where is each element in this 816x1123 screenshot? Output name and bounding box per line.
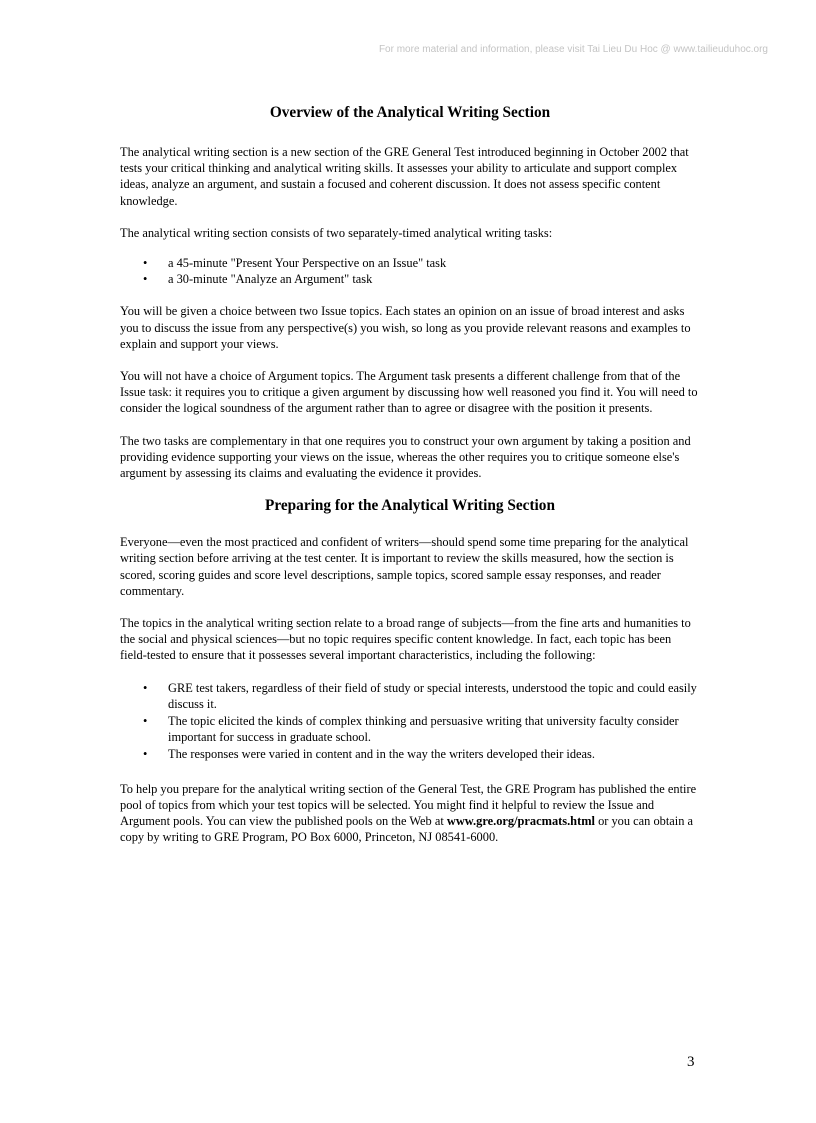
document-body [120, 96, 700, 862]
overview-paragraph-1: The analytical writing section is a new section of the GRE General Test introduced beginning in October 2002 that tests your critical thinking and analytical writing skills. It assesses your ability to articulate and support complex ideas, analyze an argument, and sustain a focused and coherent discussion. It does not assess specific content knowledge. [120, 145, 689, 208]
characteristics-list [120, 680, 700, 763]
bullet-icon: • [143, 680, 148, 695]
bullet-icon: • [143, 272, 148, 287]
task-list [120, 255, 700, 287]
bullet-icon: • [143, 714, 148, 729]
watermark-text: For more material and information, please visit Tai Lieu Du Hoc @ www.tailieuduhoc.org [378, 44, 768, 55]
characteristic-text: The responses were varied in content and in the way the writers developed their ideas. [168, 747, 595, 762]
list-item [120, 680, 700, 712]
overview-paragraph-5: The two tasks are complementary in that one requires you to construct your own argument by taking a position and providing evidence supporting your views on the issue, whereas the other requires you to critique someone else's argument by assessing its claims and evaluating the evidence it provides. [120, 433, 691, 481]
preparing-paragraph-1: Everyone—even the most practiced and confident of writers—should spend some time preparing for the analytical writing section before arriving at the test center. It is important to review the skills measured, how the section is scored, scoring guides and score level descriptions, sample topics, scored sample essay responses, and reader commentary. [120, 535, 689, 598]
list-item [120, 746, 700, 762]
overview-paragraph-3: You will be given a choice between two Issue topics. Each states an opinion on an issue of broad interest and asks you to discuss the issue from any perspective(s) you wish, so long as you provide relevant reasons and examples to explain and support your views. [120, 304, 691, 351]
page-number: 3 [687, 1054, 695, 1070]
preparing-paragraph-2: The topics in the analytical writing section relate to a broad range of subjects—from the fine arts and humanities to the social and physical sciences—but no topic requires specific content knowledge. In fact, each topic has been field-tested to ensure that it possesses several important characteristics, including the following: [120, 616, 691, 663]
list-item [120, 713, 700, 745]
paragraph-text: To help you prepare for the analytical writing section of the General Test, the GRE Program has published the entire pool of topics from which your test topics will be selected. You might find it helpful to review the Issue and Argument pools. You can view the published pools on the Web at [120, 781, 697, 829]
preparing-paragraph-3 [120, 781, 700, 846]
task-text: a 30-minute "Analyze an Argument" task [168, 272, 373, 287]
list-item [120, 271, 700, 287]
bullet-icon: • [143, 256, 148, 271]
characteristic-text: GRE test takers, regardless of their field of study or special interests, understood the topic and could easily discuss it. [168, 680, 697, 711]
pracmats-url-link[interactable]: www.gre.org/pracmats.html [446, 814, 595, 829]
preparing-heading: Preparing for the Analytical Writing Section [265, 497, 555, 515]
overview-heading: Overview of the Analytical Writing Section [269, 104, 551, 121]
task-text: a 45-minute "Present Your Perspective on an Issue" task [168, 256, 447, 271]
overview-paragraph-4: You will not have a choice of Argument topics. The Argument task presents a different challenge from that of the Issue task: it requires you to critique a given argument by discussing how well reasoned you find it. You will need to consider the logical soundness of the argument rather than to agree or disagree with the position it presents. [120, 369, 698, 416]
paragraph-text: or you can obtain a copy by writing to GRE Program, PO Box 6000, Princeton, NJ 08541-6000. [120, 814, 694, 845]
overview-paragraph-2: The analytical writing section consists of two separately-timed analytical writing tasks: [120, 225, 553, 240]
list-item [120, 255, 700, 271]
bullet-icon: • [143, 747, 148, 762]
characteristic-text: The topic elicited the kinds of complex thinking and persuasive writing that university faculty consider important for success in graduate school. [168, 714, 679, 745]
